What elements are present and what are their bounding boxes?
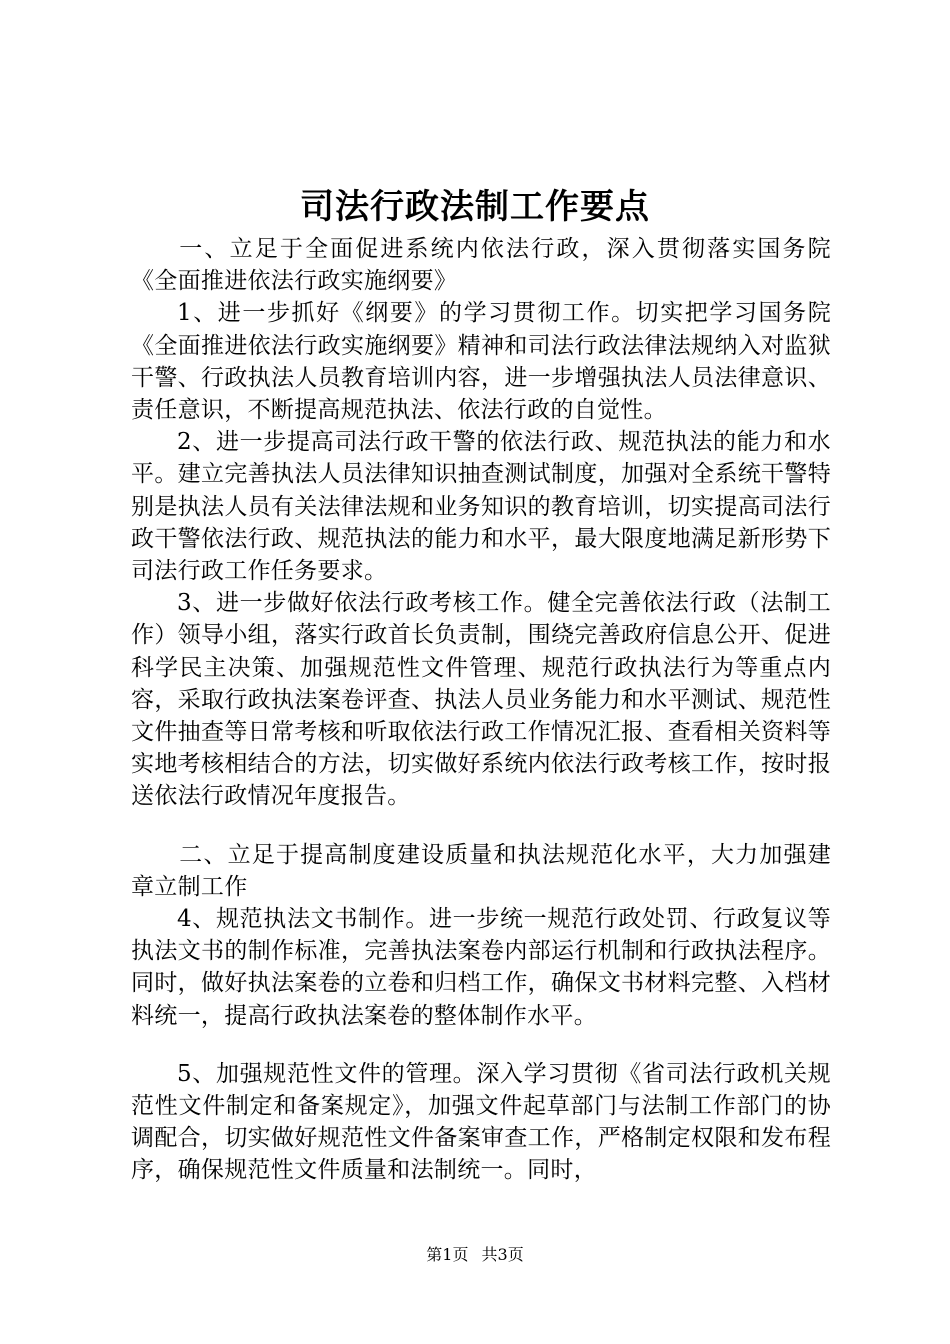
document-title: 司法行政法制工作要点 bbox=[300, 187, 650, 227]
page-footer bbox=[0, 1244, 950, 1266]
paragraph-item-2: 2、进一步提高司法行政干警的依法行政、规范执法的能力和水平。建立完善执法人员法律知识抽查测试制度，加强对全系统干警特别是执法人员有关法律法规和业务知识的教育培训，切实提高司法行政干警依法行政、规范执法的能力和水平，最大限度地满足新形势下司法行政工作任务要求。 bbox=[131, 429, 831, 585]
document-body bbox=[131, 233, 831, 1187]
paragraph-item-1: 1、进一步抓好《纲要》的学习贯彻工作。切实把学习国务院《全面推进依法行政实施纲要》精神和司法行政法律法规纳入对监狱干警、行政执法人员教育培训内容，进一步增强执法人员法律意识、责任意识，不断提高规范执法、依法行政的自觉性。 bbox=[131, 300, 831, 424]
paragraph-item-4: 4、规范执法文书制作。进一步统一规范行政处罚、行政复议等执法文书的制作标准，完善执法案卷内部运行机制和行政执法程序。同时，做好执法案卷的立卷和归档工作，确保文书材料完整、入档材料统一，提高行政执法案卷的整体制作水平。 bbox=[131, 906, 831, 1029]
page-number: 第1页 bbox=[426, 1245, 469, 1264]
paragraph-item-5: 5、加强规范性文件的管理。深入学习贯彻《省司法行政机关规范性文件制定和备案规定》，加强文件起草部门与法制工作部门的协调配合，切实做好规范性文件备案审查工作，严格制定权限和发布程序，确保规范性文件质量和法制统一。同时， bbox=[131, 1060, 831, 1184]
section-heading-1: 一、立足于全面促进系统内依法行政，深入贯彻落实国务院《全面推进依法行政实施纲要》 bbox=[131, 236, 831, 295]
section-heading-2: 二、立足于提高制度建设质量和执法规范化水平，大力加强建章立制工作 bbox=[131, 841, 831, 900]
paragraph-item-3: 3、进一步做好依法行政考核工作。健全完善依法行政（法制工作）领导小组，落实行政首长负责制，围绕完善政府信息公开、促进科学民主决策、加强规范性文件管理、规范行政执法行为等重点内容，采取行政执法案卷评查、执法人员业务能力和水平测试、规范性文件抽查等日常考核和听取依法行政工作情况汇报、查看相关资料等实地考核相结合的方法，切实做好系统内依法行政考核工作，按时报送依法行政情况年度报告。 bbox=[131, 590, 831, 810]
page-total: 共3页 bbox=[481, 1245, 524, 1264]
paragraph-gap bbox=[131, 1032, 831, 1058]
paragraph-gap bbox=[131, 813, 831, 839]
